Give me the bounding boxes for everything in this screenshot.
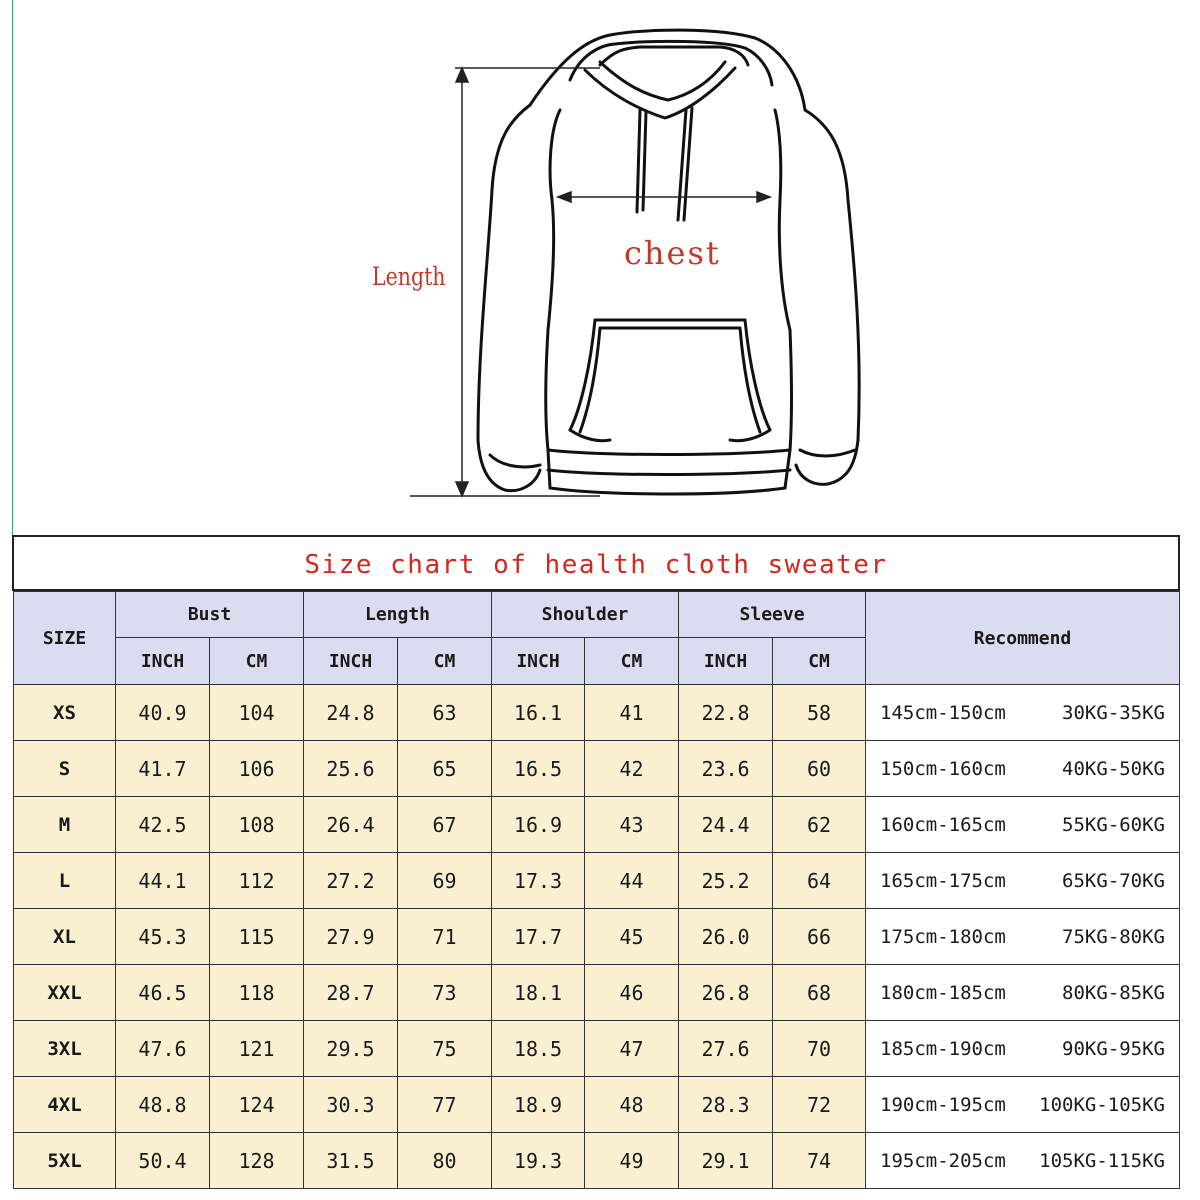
size-cell: S: [14, 741, 116, 797]
recommend-wrap: [866, 702, 1179, 724]
bust-cm-cell: 106: [210, 741, 304, 797]
bust-cm-cell: 121: [210, 1021, 304, 1077]
size-cell: L: [14, 853, 116, 909]
recommend-weight: 55KG-60KG: [1062, 813, 1165, 836]
chart-title-box: [12, 535, 1180, 591]
size-table: [13, 591, 1180, 1189]
recommend-cell: [866, 1133, 1180, 1189]
sleeve-cm-cell: 72: [773, 1077, 866, 1133]
sleeve-inch-cell: 29.1: [679, 1133, 773, 1189]
sleeve-inch-cell: 27.6: [679, 1021, 773, 1077]
size-cell: 5XL: [14, 1133, 116, 1189]
unit-inch: INCH: [304, 638, 398, 685]
bust-cm-cell: 112: [210, 853, 304, 909]
recommend-height: 150cm-160cm: [880, 757, 1006, 780]
bust-inch-cell: 45.3: [116, 909, 210, 965]
length-inch-cell: 27.2: [304, 853, 398, 909]
chest-label: chest: [624, 234, 721, 272]
length-header: Length: [304, 592, 492, 638]
bust-cm-cell: 104: [210, 685, 304, 741]
length-inch-cell: 31.5: [304, 1133, 398, 1189]
recommend-height: 195cm-205cm: [880, 1149, 1006, 1172]
bust-cm-cell: 128: [210, 1133, 304, 1189]
size-header: SIZE: [14, 592, 116, 685]
shoulder-cm-cell: 48: [585, 1077, 679, 1133]
bust-inch-cell: 47.6: [116, 1021, 210, 1077]
size-cell: XL: [14, 909, 116, 965]
recommend-height: 180cm-185cm: [880, 981, 1006, 1004]
shoulder-inch-cell: 18.5: [492, 1021, 585, 1077]
bust-inch-cell: 48.8: [116, 1077, 210, 1133]
table-row: [14, 1077, 1180, 1133]
recommend-cell: [866, 741, 1180, 797]
length-cm-cell: 63: [398, 685, 492, 741]
bust-cm-cell: 124: [210, 1077, 304, 1133]
sleeve-inch-cell: 23.6: [679, 741, 773, 797]
sleeve-header: Sleeve: [679, 592, 866, 638]
bust-cm-cell: 115: [210, 909, 304, 965]
bust-inch-cell: 42.5: [116, 797, 210, 853]
recommend-weight: 40KG-50KG: [1062, 757, 1165, 780]
recommend-height: 160cm-165cm: [880, 813, 1006, 836]
length-inch-cell: 27.9: [304, 909, 398, 965]
length-inch-cell: 24.8: [304, 685, 398, 741]
unit-cm: CM: [773, 638, 866, 685]
sleeve-cm-cell: 74: [773, 1133, 866, 1189]
hoodie-outline-icon: [0, 0, 1200, 535]
length-cm-cell: 77: [398, 1077, 492, 1133]
size-cell: XXL: [14, 965, 116, 1021]
shoulder-cm-cell: 44: [585, 853, 679, 909]
sleeve-cm-cell: 60: [773, 741, 866, 797]
bust-inch-cell: 46.5: [116, 965, 210, 1021]
table-row: [14, 909, 1180, 965]
shoulder-cm-cell: 43: [585, 797, 679, 853]
recommend-height: 190cm-195cm: [880, 1093, 1006, 1116]
length-inch-cell: 28.7: [304, 965, 398, 1021]
recommend-weight: 90KG-95KG: [1062, 1037, 1165, 1060]
recommend-weight: 65KG-70KG: [1062, 869, 1165, 892]
table-row: [14, 741, 1180, 797]
header-row: [14, 592, 1180, 638]
recommend-height: 165cm-175cm: [880, 869, 1006, 892]
length-cm-cell: 80: [398, 1133, 492, 1189]
recommend-cell: [866, 685, 1180, 741]
bust-cm-cell: 118: [210, 965, 304, 1021]
table-row: [14, 965, 1180, 1021]
length-label: Length: [372, 262, 446, 291]
recommend-wrap: [866, 814, 1179, 836]
length-cm-cell: 65: [398, 741, 492, 797]
size-cell: XS: [14, 685, 116, 741]
unit-cm: CM: [585, 638, 679, 685]
recommend-header: Recommend: [866, 592, 1180, 685]
recommend-wrap: [866, 982, 1179, 1004]
sleeve-inch-cell: 28.3: [679, 1077, 773, 1133]
shoulder-cm-cell: 45: [585, 909, 679, 965]
bust-inch-cell: 44.1: [116, 853, 210, 909]
recommend-wrap: [866, 1094, 1179, 1116]
hoodie-illustration: [0, 0, 1200, 535]
bust-inch-cell: 41.7: [116, 741, 210, 797]
recommend-height: 145cm-150cm: [880, 701, 1006, 724]
length-inch-cell: 30.3: [304, 1077, 398, 1133]
recommend-cell: [866, 909, 1180, 965]
sleeve-cm-cell: 68: [773, 965, 866, 1021]
recommend-wrap: [866, 870, 1179, 892]
shoulder-inch-cell: 16.9: [492, 797, 585, 853]
unit-cm: CM: [398, 638, 492, 685]
recommend-cell: [866, 1021, 1180, 1077]
length-cm-cell: 73: [398, 965, 492, 1021]
recommend-wrap: [866, 926, 1179, 948]
shoulder-cm-cell: 49: [585, 1133, 679, 1189]
recommend-weight: 105KG-115KG: [1039, 1149, 1165, 1172]
recommend-height: 185cm-190cm: [880, 1037, 1006, 1060]
bust-header: Bust: [116, 592, 304, 638]
shoulder-cm-cell: 47: [585, 1021, 679, 1077]
shoulder-header: Shoulder: [492, 592, 679, 638]
table-row: [14, 797, 1180, 853]
recommend-weight: 80KG-85KG: [1062, 981, 1165, 1004]
recommend-weight: 30KG-35KG: [1062, 701, 1165, 724]
length-cm-cell: 69: [398, 853, 492, 909]
sleeve-inch-cell: 26.0: [679, 909, 773, 965]
table-row: [14, 1021, 1180, 1077]
sleeve-inch-cell: 22.8: [679, 685, 773, 741]
sleeve-cm-cell: 58: [773, 685, 866, 741]
shoulder-inch-cell: 17.3: [492, 853, 585, 909]
sleeve-cm-cell: 66: [773, 909, 866, 965]
sleeve-cm-cell: 64: [773, 853, 866, 909]
size-table-body: [14, 685, 1180, 1189]
recommend-wrap: [866, 758, 1179, 780]
sleeve-cm-cell: 62: [773, 797, 866, 853]
shoulder-inch-cell: 18.9: [492, 1077, 585, 1133]
shoulder-inch-cell: 17.7: [492, 909, 585, 965]
recommend-cell: [866, 965, 1180, 1021]
size-cell: 4XL: [14, 1077, 116, 1133]
length-inch-cell: 25.6: [304, 741, 398, 797]
recommend-cell: [866, 853, 1180, 909]
shoulder-inch-cell: 16.1: [492, 685, 585, 741]
chart-title: Size chart of health cloth sweater: [304, 550, 888, 580]
length-cm-cell: 75: [398, 1021, 492, 1077]
table-row: [14, 685, 1180, 741]
table-row: [14, 853, 1180, 909]
recommend-height: 175cm-180cm: [880, 925, 1006, 948]
unit-inch: INCH: [492, 638, 585, 685]
sleeve-inch-cell: 24.4: [679, 797, 773, 853]
recommend-wrap: [866, 1150, 1179, 1172]
size-cell: 3XL: [14, 1021, 116, 1077]
bust-inch-cell: 50.4: [116, 1133, 210, 1189]
recommend-cell: [866, 797, 1180, 853]
shoulder-inch-cell: 19.3: [492, 1133, 585, 1189]
unit-cm: CM: [210, 638, 304, 685]
sleeve-inch-cell: 25.2: [679, 853, 773, 909]
unit-inch: INCH: [116, 638, 210, 685]
recommend-cell: [866, 1077, 1180, 1133]
recommend-weight: 75KG-80KG: [1062, 925, 1165, 948]
length-cm-cell: 71: [398, 909, 492, 965]
shoulder-cm-cell: 42: [585, 741, 679, 797]
sleeve-inch-cell: 26.8: [679, 965, 773, 1021]
recommend-weight: 100KG-105KG: [1039, 1093, 1165, 1116]
shoulder-cm-cell: 46: [585, 965, 679, 1021]
sleeve-cm-cell: 70: [773, 1021, 866, 1077]
recommend-wrap: [866, 1038, 1179, 1060]
size-cell: M: [14, 797, 116, 853]
unit-inch: INCH: [679, 638, 773, 685]
table-row: [14, 1133, 1180, 1189]
shoulder-inch-cell: 18.1: [492, 965, 585, 1021]
length-inch-cell: 26.4: [304, 797, 398, 853]
bust-inch-cell: 40.9: [116, 685, 210, 741]
length-cm-cell: 67: [398, 797, 492, 853]
shoulder-cm-cell: 41: [585, 685, 679, 741]
bust-cm-cell: 108: [210, 797, 304, 853]
shoulder-inch-cell: 16.5: [492, 741, 585, 797]
length-inch-cell: 29.5: [304, 1021, 398, 1077]
